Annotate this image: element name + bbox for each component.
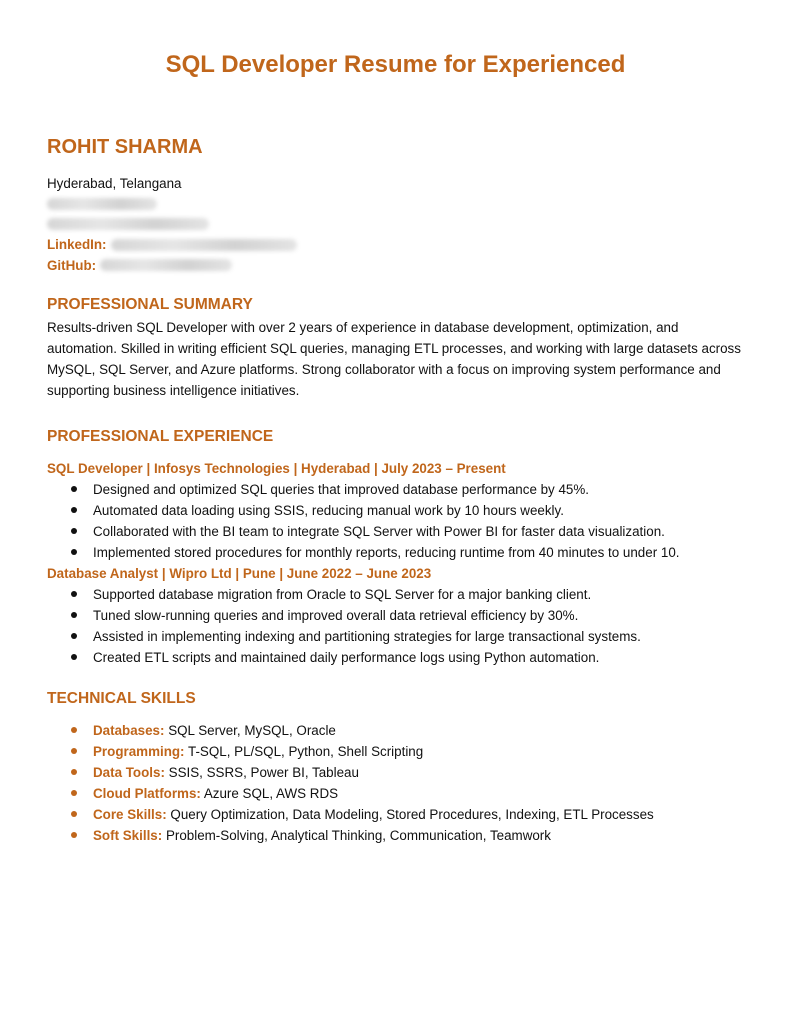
skills-section bbox=[47, 688, 747, 846]
job-bullet: Assisted in implementing indexing and partitioning strategies for large transactional systems. bbox=[47, 626, 747, 647]
bullet-icon bbox=[71, 790, 77, 796]
linkedin-line bbox=[47, 235, 747, 256]
job-bullet: Collaborated with the BI team to integrate SQL Server with Power BI for faster data visualization. bbox=[47, 521, 747, 542]
skill-item bbox=[47, 762, 747, 783]
bullet-icon bbox=[71, 486, 77, 492]
bullet-icon bbox=[71, 727, 77, 733]
job-bullet: Designed and optimized SQL queries that improved database performance by 45%. bbox=[47, 479, 747, 500]
bullet-icon bbox=[71, 748, 77, 754]
job-entry bbox=[47, 563, 747, 668]
skill-label: Programming: bbox=[93, 743, 185, 759]
job-title: Database Analyst | Wipro Ltd | Pune | June 2022 – June 2023 bbox=[47, 565, 432, 581]
redacted-github-link[interactable] bbox=[100, 259, 232, 271]
experience-section bbox=[47, 426, 747, 668]
bullet-icon bbox=[71, 832, 77, 838]
job-entry bbox=[47, 458, 747, 563]
skill-value: Query Optimization, Data Modeling, Stored Procedures, Indexing, ETL Processes bbox=[170, 806, 654, 822]
bullet-icon bbox=[71, 654, 77, 660]
skill-item bbox=[47, 804, 747, 825]
bullet-icon bbox=[71, 591, 77, 597]
bullet-icon bbox=[71, 549, 77, 555]
experience-heading: PROFESSIONAL EXPERIENCE bbox=[47, 427, 274, 445]
skill-value: Azure SQL, AWS RDS bbox=[203, 785, 339, 801]
skill-item bbox=[47, 720, 747, 741]
candidate-name: ROHIT SHARMA bbox=[47, 136, 203, 158]
bullet-icon bbox=[71, 507, 77, 513]
skill-label: Cloud Platforms: bbox=[93, 785, 201, 801]
skill-item bbox=[47, 783, 747, 804]
github-label: GitHub: bbox=[47, 257, 97, 273]
redacted-linkedin-link[interactable] bbox=[111, 239, 297, 251]
resume-body bbox=[47, 133, 747, 846]
summary-section bbox=[47, 294, 747, 401]
bullet-icon bbox=[71, 612, 77, 618]
skill-label: Soft Skills: bbox=[93, 827, 163, 843]
skill-item bbox=[47, 825, 747, 846]
skill-value: Problem-Solving, Analytical Thinking, Communication, Teamwork bbox=[165, 827, 551, 843]
redacted-phone bbox=[47, 198, 157, 210]
skill-label: Data Tools: bbox=[93, 764, 165, 780]
bullet-icon bbox=[71, 528, 77, 534]
linkedin-label: LinkedIn: bbox=[47, 237, 107, 253]
location-text: Hyderabad, Telangana bbox=[47, 175, 182, 191]
summary-heading: PROFESSIONAL SUMMARY bbox=[47, 295, 253, 313]
bullet-icon bbox=[71, 633, 77, 639]
job-bullet: Created ETL scripts and maintained daily performance logs using Python automation. bbox=[47, 647, 747, 668]
bullet-icon bbox=[71, 769, 77, 775]
phone-line bbox=[47, 194, 747, 215]
skill-value: T-SQL, PL/SQL, Python, Shell Scripting bbox=[188, 743, 424, 759]
location-line bbox=[47, 173, 747, 194]
email-line bbox=[47, 214, 747, 235]
skill-label: Core Skills: bbox=[93, 806, 167, 822]
github-line bbox=[47, 255, 747, 276]
job-bullet: Implemented stored procedures for monthly reports, reducing runtime from 40 minutes to under 10. bbox=[47, 542, 747, 563]
contact-block bbox=[47, 173, 747, 276]
job-title: SQL Developer | Infosys Technologies | Hyderabad | July 2023 – Present bbox=[47, 460, 506, 476]
redacted-email bbox=[47, 218, 209, 230]
skill-label: Databases: bbox=[93, 722, 165, 738]
job-bullet: Tuned slow-running queries and improved overall data retrieval efficiency by 30%. bbox=[47, 605, 747, 626]
job-bullet: Automated data loading using SSIS, reducing manual work by 10 hours weekly. bbox=[47, 500, 747, 521]
page-title: SQL Developer Resume for Experienced bbox=[165, 51, 626, 78]
summary-text: Results-driven SQL Developer with over 2 years of experience in database development, optimization, and automation. Skilled in writing efficient SQL queries, managing ETL processes, and working with large datasets across MySQL, SQL Server, and Azure platforms. Strong collaborator with a focus on improving system performance and supporting business intelligence initiatives. bbox=[47, 319, 741, 398]
skills-heading: TECHNICAL SKILLS bbox=[47, 689, 196, 707]
skill-item bbox=[47, 741, 747, 762]
skill-value: SSIS, SSRS, Power BI, Tableau bbox=[168, 764, 359, 780]
skill-value: SQL Server, MySQL, Oracle bbox=[168, 722, 336, 738]
job-bullet: Supported database migration from Oracle to SQL Server for a major banking client. bbox=[47, 584, 747, 605]
bullet-icon bbox=[71, 811, 77, 817]
